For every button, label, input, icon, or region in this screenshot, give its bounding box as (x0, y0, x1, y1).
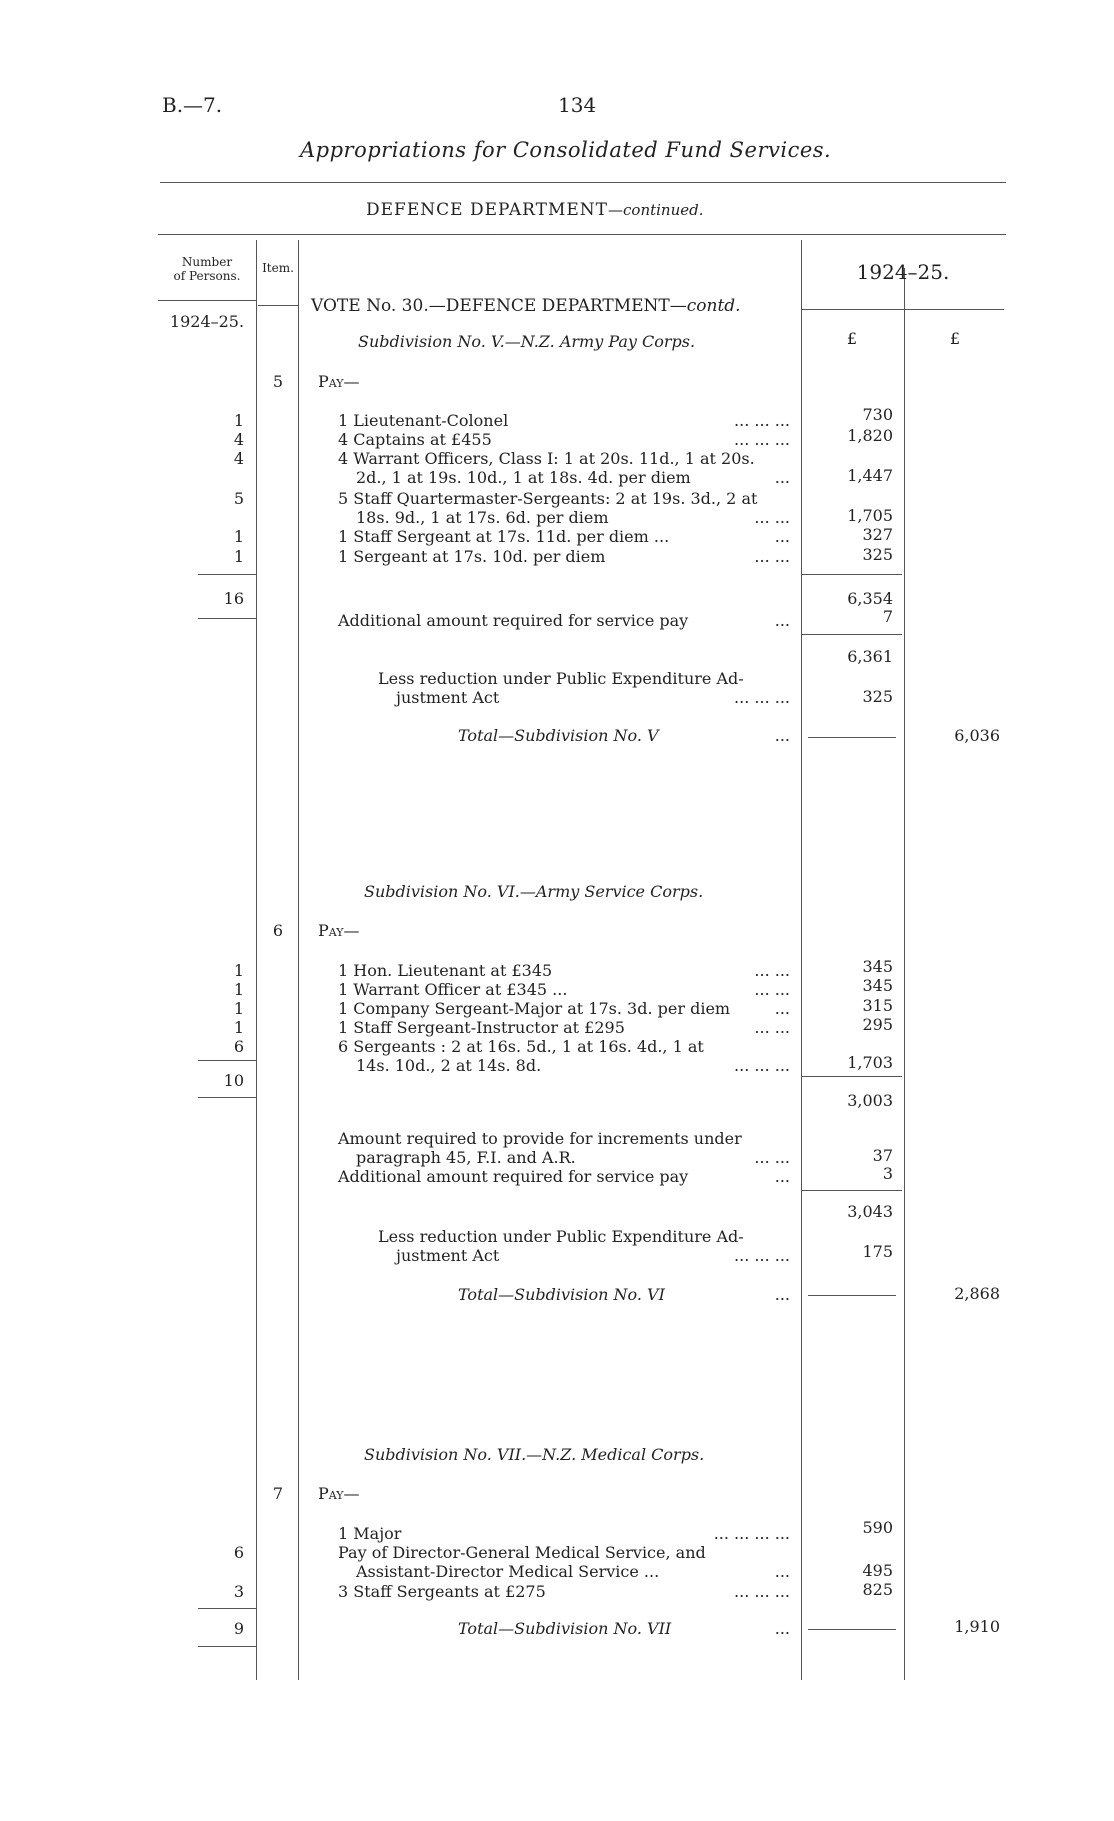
line-item: 1 Warrant Officer at £345 ... (338, 980, 568, 999)
leader-dots: ... (774, 1285, 790, 1304)
persons-cell: 4 (233, 449, 244, 468)
less-reduction-text: Less reduction under Public Expenditure Ad- (378, 669, 744, 688)
amount-cell: 495 (862, 1561, 893, 1580)
persons-cell: 6 (233, 1543, 244, 1562)
item-5: 5 (272, 372, 284, 391)
leader-dots: ... ... ... (734, 1056, 790, 1075)
leader-dots: ... (774, 1167, 790, 1186)
amount-subtotal-rule (802, 574, 902, 575)
increments-text: Amount required to provide for increments under (338, 1129, 742, 1148)
persons-header-line1: Number (181, 255, 233, 269)
total-5: 6,036 (954, 726, 1000, 745)
amount-cell: 325 (862, 545, 893, 564)
amount-sum-rule (802, 1190, 902, 1191)
persons-cell: 1 (233, 411, 244, 430)
persons-cell: 6 (233, 1037, 244, 1056)
line-item: 1 Hon. Lieutenant at £345 (338, 961, 553, 980)
persons-cell: 1 (233, 980, 244, 999)
leader-dots: ... ... (754, 1018, 790, 1037)
persons-total-rule (198, 618, 256, 619)
persons-cell: 3 (233, 1582, 244, 1601)
additional-pay-text: Additional amount required for service pay (338, 1167, 689, 1186)
line-item: 1 Company Sergeant-Major at 17s. 3d. per diem (338, 999, 731, 1018)
persons-header-rule (158, 300, 256, 301)
document-code: B.—7. (162, 93, 223, 117)
line-item: 6 Sergeants : 2 at 16s. 5d., 1 at 16s. 4d., 1 at (338, 1037, 704, 1056)
page-title: Appropriations for Consolidated Fund Services. (300, 138, 832, 162)
total-label-7: Total—Subdivision No. VII (458, 1619, 672, 1638)
vote-title: VOTE No. 30.—DEFENCE DEPARTMENT—contd. (311, 296, 741, 316)
amount-sum-rule (802, 634, 902, 635)
persons-header-line2: of Persons. (173, 269, 241, 283)
total-dash-rule (808, 1629, 896, 1630)
leader-dots: ... (774, 726, 790, 745)
line-item: Pay of Director-General Medical Service, and (338, 1543, 706, 1562)
total-column-rule (904, 268, 905, 1680)
subdivision-7-title: Subdivision No. VII.—N.Z. Medical Corps. (364, 1445, 705, 1464)
item-column-rule (298, 240, 299, 1680)
persons-cell: 1 (233, 1018, 244, 1037)
leader-dots: ... ... (754, 547, 790, 566)
item-header: Item. (262, 261, 294, 275)
amount-cell: 1,703 (847, 1053, 893, 1072)
total-7: 1,910 (954, 1617, 1000, 1636)
pay-label-5: Pay— (318, 372, 360, 391)
amount-cell: 327 (862, 525, 893, 544)
pay-label-7: Pay— (318, 1484, 360, 1503)
year-header: 1924–25. (856, 260, 950, 284)
amount-cell: 1,820 (847, 426, 893, 445)
persons-total-5: 16 (223, 589, 244, 608)
persons-total-rule (198, 1097, 256, 1098)
leader-dots: ... (774, 527, 790, 546)
amount-cell: 315 (862, 996, 893, 1015)
amount-cell: 590 (862, 1518, 893, 1537)
persons-year: 1924–25. (169, 312, 245, 331)
leader-dots: ... ... ... (734, 1246, 790, 1265)
leader-dots: ... ... ... (734, 430, 790, 449)
subtotal-5: 6,354 (847, 589, 893, 608)
leader-dots: ... (774, 1562, 790, 1581)
line-item: 4 Warrant Officers, Class I: 1 at 20s. 11d., 1 at 20s. (338, 449, 755, 468)
less-reduction-text: Less reduction under Public Expenditure Ad- (378, 1227, 744, 1246)
line-item: 14s. 10d., 2 at 14s. 8d. (356, 1056, 542, 1075)
subdivision-6-title: Subdivision No. VI.—Army Service Corps. (364, 882, 704, 901)
persons-cell: 1 (233, 999, 244, 1018)
pound-sign-amount: £ (846, 329, 858, 348)
persons-cell: 1 (233, 527, 244, 546)
amount-cell: 1,705 (847, 506, 893, 525)
line-item: 1 Lieutenant-Colonel (338, 411, 509, 430)
increments-text-cont: paragraph 45, F.I. and A.R. (356, 1148, 576, 1167)
leader-dots: ... ... (754, 508, 790, 527)
additional-amount-6: 3 (882, 1164, 893, 1183)
persons-cell: 1 (233, 547, 244, 566)
persons-total-7: 9 (233, 1619, 244, 1638)
year-header-rule (802, 309, 1004, 310)
amount-cell: 345 (862, 957, 893, 976)
amount-column-rule (801, 240, 802, 1680)
less-amount-5: 325 (862, 687, 893, 706)
total-dash-rule (808, 1295, 896, 1296)
increments-amount-6: 37 (872, 1146, 893, 1165)
total-dash-rule (808, 737, 896, 738)
item-header-rule (258, 305, 298, 306)
total-6: 2,868 (954, 1284, 1000, 1303)
department-heading: DEFENCE DEPARTMENT—continued. (366, 200, 704, 220)
sum-6: 3,043 (847, 1202, 893, 1221)
item-7: 7 (272, 1484, 284, 1503)
leader-dots: ... ... (754, 980, 790, 999)
leader-dots: ... (774, 1619, 790, 1638)
leader-dots: ... (774, 999, 790, 1018)
amount-cell: 825 (862, 1580, 893, 1599)
amount-subtotal-rule (802, 1076, 902, 1077)
line-item: 1 Staff Sergeant-Instructor at £295 (338, 1018, 625, 1037)
leader-dots: ... (774, 468, 790, 487)
amount-cell: 295 (862, 1015, 893, 1034)
persons-subtotal-rule (198, 574, 256, 575)
leader-dots: ... ... ... (734, 411, 790, 430)
additional-pay-text: Additional amount required for service pay (338, 611, 689, 630)
leader-dots: ... ... (754, 961, 790, 980)
persons-total-rule (198, 1646, 256, 1647)
line-item: 2d., 1 at 19s. 10d., 1 at 18s. 4d. per diem (356, 468, 691, 487)
persons-cell: 4 (233, 430, 244, 449)
line-item: Assistant-Director Medical Service ... (356, 1562, 660, 1581)
sum-5: 6,361 (847, 647, 893, 666)
title-rule (160, 182, 1006, 183)
persons-column-rule (256, 240, 257, 1680)
line-item: 1 Major (338, 1524, 402, 1543)
persons-cell: 1 (233, 961, 244, 980)
subdivision-5-title: Subdivision No. V.—N.Z. Army Pay Corps. (358, 332, 696, 351)
leader-dots: ... ... ... (734, 1582, 790, 1601)
subtotal-6: 3,003 (847, 1091, 893, 1110)
line-item: 1 Staff Sergeant at 17s. 11d. per diem ... (338, 527, 670, 546)
pound-sign-total: £ (949, 329, 961, 348)
amount-cell: 730 (862, 405, 893, 424)
amount-cell: 345 (862, 976, 893, 995)
less-reduction-text-cont: justment Act (396, 688, 500, 707)
total-label-5: Total—Subdivision No. V (458, 726, 659, 745)
line-item: 5 Staff Quartermaster-Sergeants: 2 at 19s. 3d., 2 at (338, 489, 758, 508)
persons-cell: 5 (233, 489, 244, 508)
total-label-6: Total—Subdivision No. VI (458, 1285, 665, 1304)
leader-dots: ... ... ... (734, 688, 790, 707)
line-item: 1 Sergeant at 17s. 10d. per diem (338, 547, 606, 566)
additional-amount-5: 7 (882, 607, 893, 626)
less-reduction-text-cont: justment Act (396, 1246, 500, 1265)
table-top-rule (158, 234, 1006, 235)
leader-dots: ... ... ... ... (713, 1524, 790, 1543)
less-amount-6: 175 (862, 1242, 893, 1261)
persons-total-6: 10 (223, 1071, 244, 1090)
amount-cell: 1,447 (847, 466, 893, 485)
pay-label-6: Pay— (318, 921, 360, 940)
line-item: 3 Staff Sergeants at £275 (338, 1582, 546, 1601)
item-6: 6 (272, 921, 284, 940)
persons-subtotal-rule (198, 1608, 256, 1609)
line-item: 4 Captains at £455 (338, 430, 492, 449)
leader-dots: ... ... (754, 1148, 790, 1167)
line-item: 18s. 9d., 1 at 17s. 6d. per diem (356, 508, 609, 527)
leader-dots: ... (774, 611, 790, 630)
persons-subtotal-rule (198, 1060, 256, 1061)
page-number: 134 (558, 93, 597, 117)
